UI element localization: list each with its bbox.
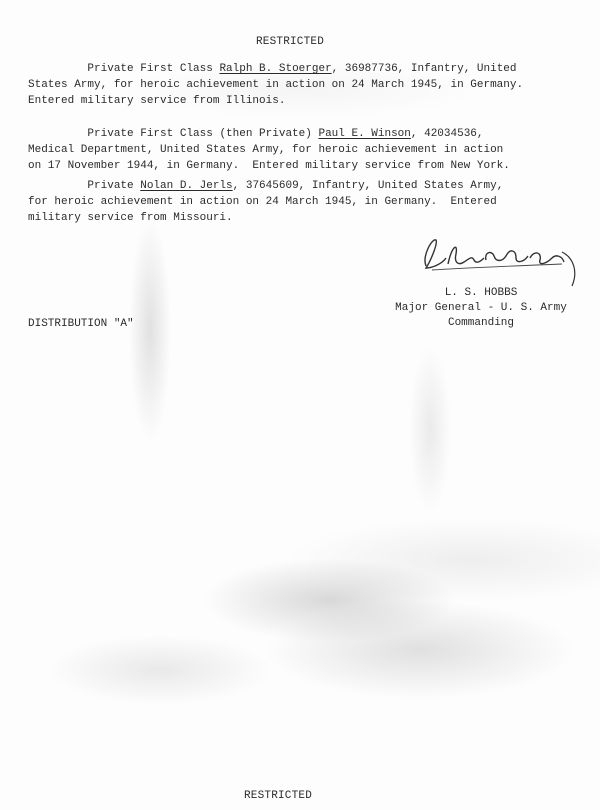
recipient-name: Ralph B. Stoerger — [219, 63, 332, 75]
recipient-name: Nolan D. Jerls — [140, 180, 233, 192]
classification-footer: RESTRICTED — [244, 790, 313, 802]
citation-prefix: Private First Class — [28, 63, 220, 75]
classification-header: RESTRICTED — [256, 36, 325, 48]
citation-paragraph — [28, 61, 584, 109]
signer-title: Major General - U. S. Army — [395, 302, 567, 314]
citation-prefix: Private First Class (then Private) — [28, 128, 319, 140]
distribution-line: DISTRIBUTION "A" — [28, 318, 134, 330]
handwritten-signature — [412, 228, 582, 288]
citation-paragraph — [28, 126, 584, 174]
signature-block — [376, 286, 586, 331]
citation-body: , 37645609, Infantry, United States Army, for heroic achievement in action on 24 March 1945, in Germany. Entered military service from Missouri. — [28, 180, 504, 224]
citation-prefix: Private — [28, 180, 141, 192]
recipient-name: Paul E. Winson — [318, 128, 411, 140]
citation-body: , 36987736, Infantry, United States Army, for heroic achievement in action on 24 March 1945, in Germany. Entered military service from Illinois. — [28, 63, 524, 107]
signer-name: L. S. HOBBS — [444, 287, 518, 299]
signer-role: Commanding — [447, 317, 514, 329]
citation-body: , 42034536, Medical Department, United States Army, for heroic achievement in action on 17 November 1944, in Germany. Entered military service from New York. — [28, 128, 510, 172]
citation-paragraph — [28, 178, 584, 226]
